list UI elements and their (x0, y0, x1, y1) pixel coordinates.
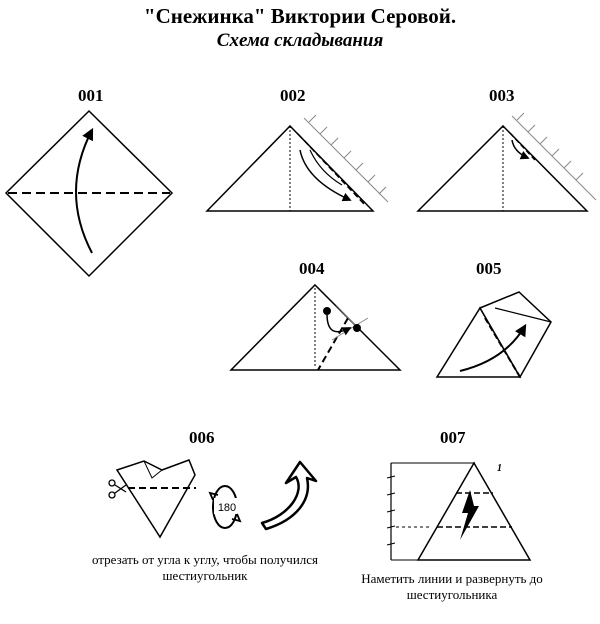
step-004-figure (231, 285, 400, 370)
step-label-006: 006 (189, 428, 215, 447)
step-label-003: 003 (489, 86, 515, 105)
rotate-180-icon (210, 486, 240, 528)
ruler-ticks (304, 115, 388, 202)
step-005-figure (437, 292, 551, 377)
step-007-figure (387, 463, 530, 560)
guide-line (336, 305, 358, 328)
folded-form (117, 460, 195, 537)
small-mark: 1 (497, 463, 502, 474)
folded-flap (480, 292, 551, 377)
step-label-001: 001 (78, 86, 104, 105)
step-003-figure (418, 113, 596, 211)
rotation-badge: 180 (217, 502, 237, 514)
caption-007: Наметить линии и развернуть до шестиугольника (361, 571, 543, 602)
fold-line-dashed (318, 318, 348, 370)
step-002-figure (207, 115, 388, 211)
reference-dot (323, 307, 331, 315)
guide-line (332, 318, 368, 340)
step-label-005: 005 (476, 259, 502, 278)
target-dot (353, 324, 361, 332)
caption-006: отрезать от угла к углу, чтобы получился шестиугольник (91, 552, 319, 583)
unfold-arrow-icon (460, 490, 479, 540)
scissors-icon (109, 480, 126, 498)
fold-arrow-inner (310, 150, 342, 185)
step-label-004: 004 (299, 259, 325, 278)
fold-arrow (76, 130, 92, 253)
step-006-figure (109, 460, 316, 537)
step-001-figure (6, 111, 172, 276)
diagram-title: "Снежинка" Виктории Серовой. (143, 4, 457, 28)
flip-arrow-icon (262, 462, 316, 529)
fold-arrow (300, 150, 350, 200)
step-label-007: 007 (440, 428, 466, 447)
step-label-002: 002 (280, 86, 306, 105)
diagram-subtitle: Схема складывания (216, 30, 384, 51)
